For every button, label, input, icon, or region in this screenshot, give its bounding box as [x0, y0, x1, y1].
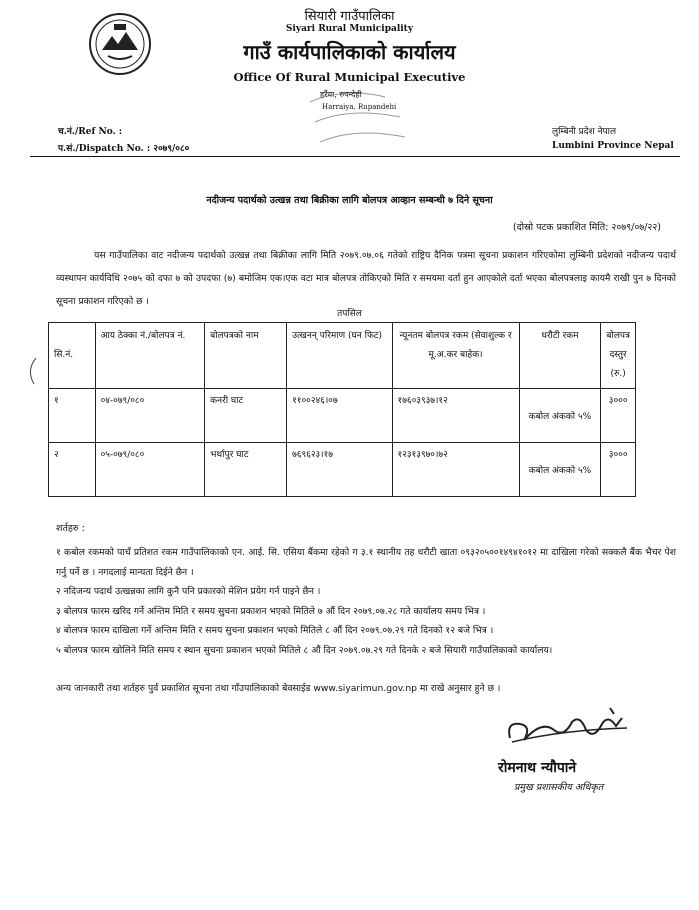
publication-date: (दोस्रो पटक प्रकाशित मिति: २०७९/०७/२२)	[512, 222, 661, 233]
signature-icon	[502, 700, 642, 750]
table-cell: १२३१३९७०।७२	[392, 443, 519, 497]
notice-body: यस गाउँपालिका वाट नदीजन्य पदार्थको उत्खन्न तथा बिक्रीका लागि मिति २०७९.०७.०६ गतेको राष्ट्रिय दैनिक पत्रमा सूचना प्रकाशन गरिएकोमा लुम्बिनी प्रदेशको नदीजन्य पदार्थ व्यस्थापन कार्यविधि २०७५ को दफा ७ को उपदफा (७) बमोजिम एक।एक वटा मात्र बोलपत्र तोकिएको मिति र समयमा दर्ता हुन आएकोले दर्ता भएका बोलपत्रलाइ कायमै राखी पुन ७ दिनको सूचना प्रकाशन गरिएको छ ।	[56, 250, 676, 307]
dispatch-value: २०७९/०८०	[153, 144, 190, 154]
table-header-cell: सि.नं.	[49, 323, 96, 389]
closing-note: अन्य जानकारी तथा शर्तहरु पुर्व प्रकाशित सूचना तथा गाँउपालिकाको बेवसाईड www.siyarimun.gov.np मा राखे अनुसार हुने छ ।	[56, 683, 501, 694]
table-header-row	[49, 323, 636, 389]
table-cell: २	[49, 443, 96, 497]
signatory-name: रोमनाथ न्यौपाने	[498, 760, 577, 776]
table-cell: ३०००	[601, 443, 636, 497]
table-cell: १	[49, 389, 96, 443]
office-name-np: गाउँ कार्यपालिकाको कार्यालय	[243, 40, 456, 64]
office-stamp-icon	[305, 82, 415, 152]
province-np: लुम्बिनी प्रदेश नेपाल	[552, 127, 617, 137]
margin-mark-icon	[24, 356, 38, 386]
table-cell: १७६०३९३७।१२	[392, 389, 519, 443]
dispatch-number	[58, 141, 189, 154]
ref-number-label: च.नं./Ref No. :	[58, 127, 123, 137]
table-cell: कनरी घाट	[205, 389, 287, 443]
term-item: २ नदिजन्य पदार्थ उत्खन्नका लागि कुनै पनि प्रकारको मेशिन प्रयेग गर्न पाइने छैन ।	[56, 586, 321, 597]
table-cell: ०४-०७९/०८०	[95, 389, 205, 443]
table-cell: कबोल अंकको ५%	[519, 443, 601, 497]
province-en: Lumbini Province Nepal	[552, 141, 674, 151]
bid-table	[48, 322, 636, 497]
table-cell: ७६९६२३।१७	[287, 443, 392, 497]
header-divider	[30, 156, 680, 157]
office-name-en: Office Of Rural Municipal Executive	[233, 70, 466, 84]
table-header-cell: आय ठेक्का नं./बोलपत्र नं.	[95, 323, 205, 389]
terms-list	[56, 543, 676, 660]
table-cell: भर्थापुर घाट	[205, 443, 287, 497]
signatory-title: प्रमुख प्रशासकीय अधिकृत	[514, 782, 604, 793]
table-header-cell: न्यूनतम बोलपत्र रकम (सेवाशुल्क र मू.अ.कर बाहेक।	[392, 323, 519, 389]
notice-subject: नदीजन्य पदार्थको उत्खन्न तथा बिक्रीका लागि बोलपत्र आव्हान सम्बन्धी ७ दिने सूचना	[206, 195, 493, 206]
municipality-name-np: सियारी गाउँपालिका	[304, 9, 395, 24]
table-header-cell: बोलपत्र दस्तुर (रु.)	[601, 323, 636, 389]
table-header-cell: धरौटी रकम	[519, 323, 601, 389]
table-caption: तपसिल	[337, 309, 362, 319]
table-cell: ०५-०७९/०८०	[95, 443, 205, 497]
table-cell: ३०००	[601, 389, 636, 443]
term-item: ५ बोलपत्र फारम खोलिने मिति समय र स्थान सुचना प्रकाशन भएको मितिले ८ औं दिन २०७९.०७.२९ गते दिनके २ बजे सियारी गाउँपालिकाको कार्यालय।	[56, 644, 553, 656]
table-cell: ११००२४६।०७	[287, 389, 392, 443]
dispatch-label: प.सं./Dispatch No. :	[58, 144, 151, 154]
table-header-cell: उत्खनन् परिमाण (घन फिट)	[287, 323, 392, 389]
terms-heading: शर्तहरु :	[56, 523, 85, 534]
term-item: ३ बोलपत्र फारम खरिद गर्ने अन्तिम मिति र समय सुचना प्रकाशन भएको मितिले ७ औं दिन २०७९.०७.२८ गते कार्यालय समय भित्र ।	[56, 605, 486, 617]
term-item: १ कबोल रकमको पाचँ प्रतिशत रकम गाउँपालिकाको एन. आई. सि. एसिया बैंकमा रहेको ग ३.१ स्थानीय तह धरौटी खाता ०९३२०५००१४९४१०१२ मा दाखिला गरेको सक्कलै बैंक भैचर पेश गर्नु पर्ने छ । नगदलाई मान्यता दिईने छैन ।	[56, 547, 676, 578]
table-row	[49, 443, 636, 497]
table-header-cell: बोलपत्रको नाम	[205, 323, 287, 389]
office-location-np: हर्रैया, रुपन्देही	[320, 90, 362, 99]
table-row	[49, 389, 636, 443]
municipality-name-en: Siyari Rural Municipality	[285, 24, 414, 34]
office-location-en: Harraiya, Rupandehi	[322, 103, 397, 111]
table-cell: कबोल अंकको ५%	[519, 389, 601, 443]
term-item: ४ बोलपत्र फारम दाखिला गर्ने अन्तिम मिति र समय सुचना प्रकाशन भएको मितिले ८ औं दिन २०७९.०७.२९ गते दिनको १२ बजे भित्र ।	[56, 625, 494, 636]
